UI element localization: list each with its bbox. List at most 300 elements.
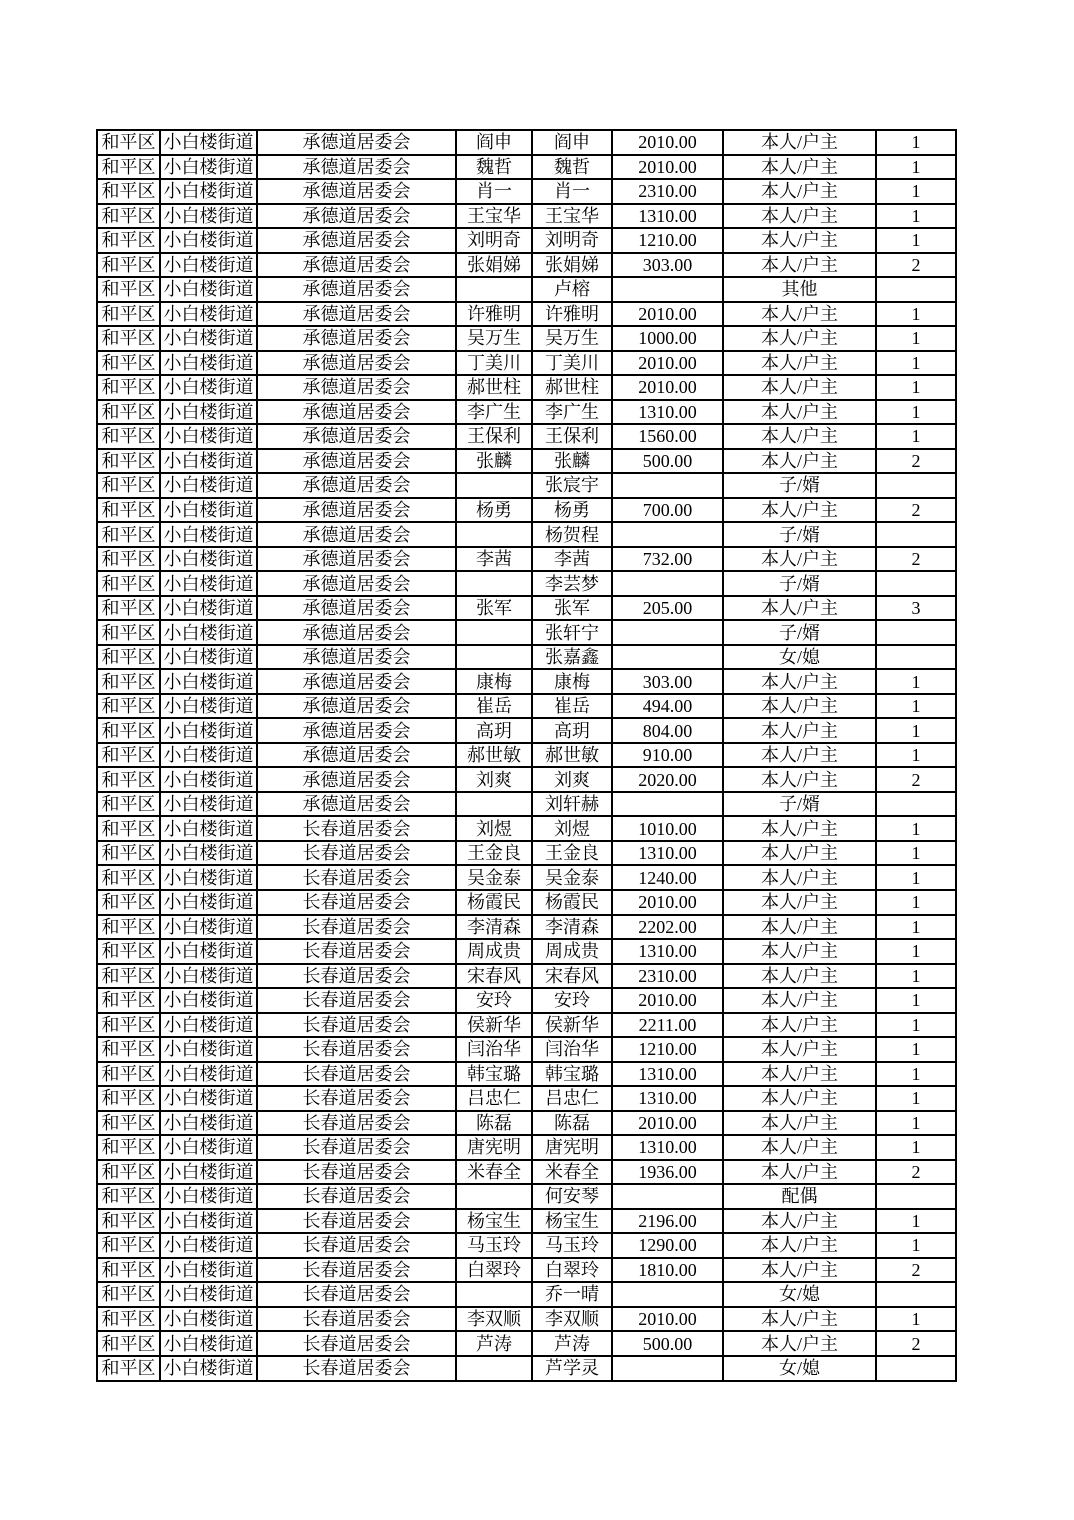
cell-street: 小白楼街道 <box>160 400 257 425</box>
cell-street: 小白楼街道 <box>160 204 257 229</box>
cell-relation: 本人/户主 <box>723 743 876 768</box>
table-row <box>97 1282 956 1307</box>
cell-name1: 唐宪明 <box>456 1135 532 1160</box>
cell-street: 小白楼街道 <box>160 841 257 866</box>
cell-count: 1 <box>876 424 956 449</box>
cell-name2: 安玲 <box>532 988 612 1013</box>
cell-name1: 杨霞民 <box>456 890 532 915</box>
cell-committee: 承德道居委会 <box>257 253 456 278</box>
cell-street: 小白楼街道 <box>160 1037 257 1062</box>
cell-amount: 2010.00 <box>612 1307 723 1332</box>
cell-amount: 2196.00 <box>612 1209 723 1234</box>
cell-relation: 本人/户主 <box>723 547 876 572</box>
cell-count: 1 <box>876 1135 956 1160</box>
cell-count <box>876 277 956 302</box>
cell-amount: 1310.00 <box>612 400 723 425</box>
cell-count: 1 <box>876 964 956 989</box>
table-row <box>97 473 956 498</box>
cell-name1: 王保利 <box>456 424 532 449</box>
cell-committee: 承德道居委会 <box>257 228 456 253</box>
cell-name2: 乔一晴 <box>532 1282 612 1307</box>
cell-district: 和平区 <box>97 865 160 890</box>
table-row <box>97 253 956 278</box>
cell-committee: 承德道居委会 <box>257 302 456 327</box>
cell-name1: 魏哲 <box>456 155 532 180</box>
cell-relation: 配偶 <box>723 1184 876 1209</box>
cell-relation: 本人/户主 <box>723 816 876 841</box>
cell-amount: 2310.00 <box>612 179 723 204</box>
cell-count <box>876 792 956 817</box>
cell-district: 和平区 <box>97 1356 160 1381</box>
cell-committee: 长春道居委会 <box>257 1111 456 1136</box>
cell-amount: 494.00 <box>612 694 723 719</box>
cell-count: 1 <box>876 865 956 890</box>
cell-name2: 白翠玲 <box>532 1258 612 1283</box>
cell-count: 1 <box>876 204 956 229</box>
cell-name1: 康梅 <box>456 669 532 694</box>
cell-amount: 1936.00 <box>612 1160 723 1185</box>
cell-name1 <box>456 645 532 670</box>
cell-name1 <box>456 1356 532 1381</box>
cell-relation: 子/婿 <box>723 792 876 817</box>
table-row <box>97 1233 956 1258</box>
table-row <box>97 1062 956 1087</box>
cell-district: 和平区 <box>97 1258 160 1283</box>
cell-name1: 王金良 <box>456 841 532 866</box>
table-row <box>97 767 956 792</box>
cell-district: 和平区 <box>97 816 160 841</box>
cell-count: 1 <box>876 1209 956 1234</box>
cell-count <box>876 571 956 596</box>
cell-name1: 阎申 <box>456 130 532 155</box>
cell-name1 <box>456 620 532 645</box>
cell-name1: 吕忠仁 <box>456 1086 532 1111</box>
cell-district: 和平区 <box>97 743 160 768</box>
cell-relation: 本人/户主 <box>723 1135 876 1160</box>
cell-amount: 1310.00 <box>612 1086 723 1111</box>
cell-district: 和平区 <box>97 1086 160 1111</box>
table-row <box>97 449 956 474</box>
cell-amount: 2010.00 <box>612 375 723 400</box>
cell-count: 2 <box>876 498 956 523</box>
cell-committee: 承德道居委会 <box>257 400 456 425</box>
cell-street: 小白楼街道 <box>160 424 257 449</box>
cell-relation: 本人/户主 <box>723 179 876 204</box>
cell-relation: 本人/户主 <box>723 1062 876 1087</box>
cell-district: 和平区 <box>97 841 160 866</box>
cell-street: 小白楼街道 <box>160 473 257 498</box>
table-row <box>97 915 956 940</box>
cell-name1: 崔岳 <box>456 694 532 719</box>
cell-district: 和平区 <box>97 1282 160 1307</box>
cell-district: 和平区 <box>97 694 160 719</box>
cell-district: 和平区 <box>97 1233 160 1258</box>
cell-name1: 李茜 <box>456 547 532 572</box>
cell-name1: 张军 <box>456 596 532 621</box>
cell-name2: 康梅 <box>532 669 612 694</box>
cell-count: 1 <box>876 326 956 351</box>
cell-name1: 侯新华 <box>456 1013 532 1038</box>
cell-relation: 子/婿 <box>723 522 876 547</box>
table-row <box>97 1013 956 1038</box>
cell-name1: 芦涛 <box>456 1331 532 1356</box>
table-row <box>97 1135 956 1160</box>
cell-district: 和平区 <box>97 767 160 792</box>
cell-committee: 承德道居委会 <box>257 424 456 449</box>
cell-amount <box>612 1356 723 1381</box>
cell-committee: 长春道居委会 <box>257 939 456 964</box>
cell-name1: 李清森 <box>456 915 532 940</box>
cell-street: 小白楼街道 <box>160 669 257 694</box>
cell-committee: 长春道居委会 <box>257 1037 456 1062</box>
cell-street: 小白楼街道 <box>160 988 257 1013</box>
cell-name1: 吴万生 <box>456 326 532 351</box>
cell-name1: 张麟 <box>456 449 532 474</box>
cell-district: 和平区 <box>97 179 160 204</box>
cell-count: 1 <box>876 669 956 694</box>
cell-committee: 承德道居委会 <box>257 375 456 400</box>
cell-district: 和平区 <box>97 400 160 425</box>
cell-amount: 500.00 <box>612 1331 723 1356</box>
cell-relation: 本人/户主 <box>723 302 876 327</box>
cell-committee: 承德道居委会 <box>257 571 456 596</box>
cell-count <box>876 473 956 498</box>
cell-count <box>876 522 956 547</box>
cell-relation: 本人/户主 <box>723 1037 876 1062</box>
cell-street: 小白楼街道 <box>160 130 257 155</box>
cell-amount <box>612 620 723 645</box>
cell-count: 1 <box>876 302 956 327</box>
cell-name2: 闫治华 <box>532 1037 612 1062</box>
cell-amount: 2010.00 <box>612 988 723 1013</box>
cell-street: 小白楼街道 <box>160 253 257 278</box>
cell-name2: 卢榕 <box>532 277 612 302</box>
cell-relation: 本人/户主 <box>723 1086 876 1111</box>
cell-name2: 许雅明 <box>532 302 612 327</box>
cell-count: 1 <box>876 179 956 204</box>
cell-committee: 承德道居委会 <box>257 620 456 645</box>
cell-street: 小白楼街道 <box>160 302 257 327</box>
cell-name2: 郝世敏 <box>532 743 612 768</box>
cell-count: 1 <box>876 841 956 866</box>
cell-name2: 张轩宁 <box>532 620 612 645</box>
cell-committee: 长春道居委会 <box>257 1233 456 1258</box>
cell-relation: 本人/户主 <box>723 155 876 180</box>
cell-district: 和平区 <box>97 375 160 400</box>
cell-count: 1 <box>876 1307 956 1332</box>
cell-street: 小白楼街道 <box>160 449 257 474</box>
cell-amount: 732.00 <box>612 547 723 572</box>
cell-committee: 长春道居委会 <box>257 988 456 1013</box>
table-row <box>97 1209 956 1234</box>
cell-street: 小白楼街道 <box>160 375 257 400</box>
cell-amount <box>612 571 723 596</box>
cell-district: 和平区 <box>97 1160 160 1185</box>
cell-committee: 承德道居委会 <box>257 155 456 180</box>
cell-name2: 刘明奇 <box>532 228 612 253</box>
cell-name2: 郝世柱 <box>532 375 612 400</box>
table-row <box>97 1086 956 1111</box>
table-row <box>97 228 956 253</box>
cell-district: 和平区 <box>97 302 160 327</box>
cell-street: 小白楼街道 <box>160 645 257 670</box>
cell-street: 小白楼街道 <box>160 155 257 180</box>
cell-name2: 张宸宇 <box>532 473 612 498</box>
cell-count: 1 <box>876 130 956 155</box>
cell-relation: 本人/户主 <box>723 1258 876 1283</box>
table-row <box>97 841 956 866</box>
cell-committee: 承德道居委会 <box>257 522 456 547</box>
cell-street: 小白楼街道 <box>160 228 257 253</box>
table-row <box>97 522 956 547</box>
cell-name2: 唐宪明 <box>532 1135 612 1160</box>
cell-committee: 长春道居委会 <box>257 841 456 866</box>
cell-committee: 承德道居委会 <box>257 179 456 204</box>
cell-relation: 本人/户主 <box>723 718 876 743</box>
cell-name1: 高玥 <box>456 718 532 743</box>
cell-count: 2 <box>876 547 956 572</box>
cell-name2: 吴金泰 <box>532 865 612 890</box>
cell-street: 小白楼街道 <box>160 326 257 351</box>
cell-name1: 刘爽 <box>456 767 532 792</box>
cell-name1: 郝世敏 <box>456 743 532 768</box>
cell-count <box>876 1356 956 1381</box>
cell-name2: 李清森 <box>532 915 612 940</box>
cell-relation: 子/婿 <box>723 571 876 596</box>
cell-relation: 本人/户主 <box>723 1160 876 1185</box>
cell-amount: 1210.00 <box>612 228 723 253</box>
table-row <box>97 1160 956 1185</box>
cell-name2: 刘爽 <box>532 767 612 792</box>
cell-name1: 马玉玲 <box>456 1233 532 1258</box>
cell-count: 1 <box>876 694 956 719</box>
cell-name2: 刘煜 <box>532 816 612 841</box>
cell-count: 2 <box>876 1258 956 1283</box>
table-row <box>97 988 956 1013</box>
table-row <box>97 1111 956 1136</box>
cell-district: 和平区 <box>97 1062 160 1087</box>
cell-committee: 长春道居委会 <box>257 1307 456 1332</box>
cell-relation: 本人/户主 <box>723 130 876 155</box>
table-row <box>97 204 956 229</box>
cell-name1: 王宝华 <box>456 204 532 229</box>
cell-relation: 子/婿 <box>723 620 876 645</box>
cell-amount: 1310.00 <box>612 204 723 229</box>
cell-relation: 本人/户主 <box>723 841 876 866</box>
cell-count: 1 <box>876 155 956 180</box>
cell-name1 <box>456 1184 532 1209</box>
cell-relation: 本人/户主 <box>723 1013 876 1038</box>
cell-count <box>876 620 956 645</box>
cell-committee: 长春道居委会 <box>257 1086 456 1111</box>
cell-relation: 本人/户主 <box>723 596 876 621</box>
cell-relation: 本人/户主 <box>723 351 876 376</box>
cell-name1: 刘明奇 <box>456 228 532 253</box>
cell-committee: 承德道居委会 <box>257 792 456 817</box>
cell-street: 小白楼街道 <box>160 890 257 915</box>
cell-name2: 米春全 <box>532 1160 612 1185</box>
cell-count: 2 <box>876 253 956 278</box>
cell-name2: 李茜 <box>532 547 612 572</box>
table-row <box>97 547 956 572</box>
cell-name1: 吴金泰 <box>456 865 532 890</box>
cell-relation: 本人/户主 <box>723 424 876 449</box>
cell-district: 和平区 <box>97 424 160 449</box>
cell-district: 和平区 <box>97 130 160 155</box>
cell-count: 1 <box>876 351 956 376</box>
table-row <box>97 1184 956 1209</box>
cell-street: 小白楼街道 <box>160 1331 257 1356</box>
cell-name1 <box>456 571 532 596</box>
cell-street: 小白楼街道 <box>160 964 257 989</box>
cell-street: 小白楼街道 <box>160 1160 257 1185</box>
cell-amount: 1210.00 <box>612 1037 723 1062</box>
cell-name2: 李双顺 <box>532 1307 612 1332</box>
cell-count: 1 <box>876 915 956 940</box>
cell-count <box>876 1184 956 1209</box>
cell-count: 1 <box>876 228 956 253</box>
cell-district: 和平区 <box>97 669 160 694</box>
cell-name1 <box>456 522 532 547</box>
cell-amount: 1000.00 <box>612 326 723 351</box>
cell-name2: 宋春风 <box>532 964 612 989</box>
cell-count: 1 <box>876 816 956 841</box>
cell-committee: 承德道居委会 <box>257 498 456 523</box>
cell-amount: 2020.00 <box>612 767 723 792</box>
cell-name1: 张娟娣 <box>456 253 532 278</box>
cell-amount: 1310.00 <box>612 939 723 964</box>
cell-name2: 周成贵 <box>532 939 612 964</box>
table-row <box>97 400 956 425</box>
table-row <box>97 645 956 670</box>
cell-amount: 1560.00 <box>612 424 723 449</box>
cell-street: 小白楼街道 <box>160 277 257 302</box>
cell-district: 和平区 <box>97 718 160 743</box>
table-row <box>97 179 956 204</box>
cell-committee: 长春道居委会 <box>257 865 456 890</box>
cell-amount: 910.00 <box>612 743 723 768</box>
cell-relation: 本人/户主 <box>723 1233 876 1258</box>
cell-district: 和平区 <box>97 277 160 302</box>
cell-district: 和平区 <box>97 1037 160 1062</box>
cell-name1 <box>456 277 532 302</box>
table-row <box>97 865 956 890</box>
cell-relation: 本人/户主 <box>723 1307 876 1332</box>
cell-district: 和平区 <box>97 351 160 376</box>
cell-relation: 本人/户主 <box>723 964 876 989</box>
cell-relation: 女/媳 <box>723 1356 876 1381</box>
cell-name1 <box>456 792 532 817</box>
cell-name1: 陈磊 <box>456 1111 532 1136</box>
cell-amount: 2010.00 <box>612 1111 723 1136</box>
cell-name1: 闫治华 <box>456 1037 532 1062</box>
cell-committee: 承德道居委会 <box>257 204 456 229</box>
cell-relation: 本人/户主 <box>723 228 876 253</box>
cell-amount: 2202.00 <box>612 915 723 940</box>
cell-relation: 本人/户主 <box>723 498 876 523</box>
cell-district: 和平区 <box>97 571 160 596</box>
cell-relation: 本人/户主 <box>723 1111 876 1136</box>
cell-count: 1 <box>876 1111 956 1136</box>
cell-name2: 吕忠仁 <box>532 1086 612 1111</box>
cell-amount: 2010.00 <box>612 351 723 376</box>
cell-count: 1 <box>876 400 956 425</box>
cell-relation: 本人/户主 <box>723 988 876 1013</box>
cell-amount: 205.00 <box>612 596 723 621</box>
cell-name2: 刘轩赫 <box>532 792 612 817</box>
cell-street: 小白楼街道 <box>160 351 257 376</box>
cell-name1 <box>456 1282 532 1307</box>
residents-table-body <box>97 130 956 1381</box>
cell-amount: 1290.00 <box>612 1233 723 1258</box>
cell-amount: 2010.00 <box>612 155 723 180</box>
cell-street: 小白楼街道 <box>160 1258 257 1283</box>
cell-amount: 303.00 <box>612 669 723 694</box>
cell-street: 小白楼街道 <box>160 939 257 964</box>
cell-amount: 1010.00 <box>612 816 723 841</box>
cell-name2: 杨勇 <box>532 498 612 523</box>
cell-committee: 长春道居委会 <box>257 1209 456 1234</box>
cell-committee: 长春道居委会 <box>257 1258 456 1283</box>
cell-street: 小白楼街道 <box>160 1184 257 1209</box>
cell-relation: 本人/户主 <box>723 253 876 278</box>
cell-relation: 其他 <box>723 277 876 302</box>
cell-committee: 承德道居委会 <box>257 694 456 719</box>
cell-count: 1 <box>876 1013 956 1038</box>
cell-count: 1 <box>876 988 956 1013</box>
cell-district: 和平区 <box>97 228 160 253</box>
cell-relation: 子/婿 <box>723 473 876 498</box>
cell-committee: 长春道居委会 <box>257 1331 456 1356</box>
cell-amount: 2310.00 <box>612 964 723 989</box>
cell-name2: 何安琴 <box>532 1184 612 1209</box>
cell-district: 和平区 <box>97 988 160 1013</box>
cell-street: 小白楼街道 <box>160 694 257 719</box>
table-row <box>97 375 956 400</box>
cell-street: 小白楼街道 <box>160 1209 257 1234</box>
cell-committee: 承德道居委会 <box>257 645 456 670</box>
cell-district: 和平区 <box>97 645 160 670</box>
table-row <box>97 816 956 841</box>
cell-name2: 阎申 <box>532 130 612 155</box>
cell-count: 1 <box>876 939 956 964</box>
cell-street: 小白楼街道 <box>160 1356 257 1381</box>
cell-committee: 长春道居委会 <box>257 816 456 841</box>
cell-committee: 承德道居委会 <box>257 449 456 474</box>
cell-name2: 张麟 <box>532 449 612 474</box>
cell-name1: 周成贵 <box>456 939 532 964</box>
cell-amount <box>612 645 723 670</box>
cell-name2: 魏哲 <box>532 155 612 180</box>
cell-name2: 李广生 <box>532 400 612 425</box>
cell-district: 和平区 <box>97 547 160 572</box>
cell-name2: 王金良 <box>532 841 612 866</box>
cell-district: 和平区 <box>97 890 160 915</box>
cell-relation: 本人/户主 <box>723 326 876 351</box>
cell-district: 和平区 <box>97 1013 160 1038</box>
table-row <box>97 964 956 989</box>
cell-amount <box>612 277 723 302</box>
cell-district: 和平区 <box>97 1331 160 1356</box>
cell-relation: 本人/户主 <box>723 449 876 474</box>
cell-name1: 宋春风 <box>456 964 532 989</box>
table-row <box>97 620 956 645</box>
cell-count: 2 <box>876 1160 956 1185</box>
cell-name2: 杨贺程 <box>532 522 612 547</box>
table-row <box>97 792 956 817</box>
cell-name2: 李芸梦 <box>532 571 612 596</box>
cell-name2: 吴万生 <box>532 326 612 351</box>
